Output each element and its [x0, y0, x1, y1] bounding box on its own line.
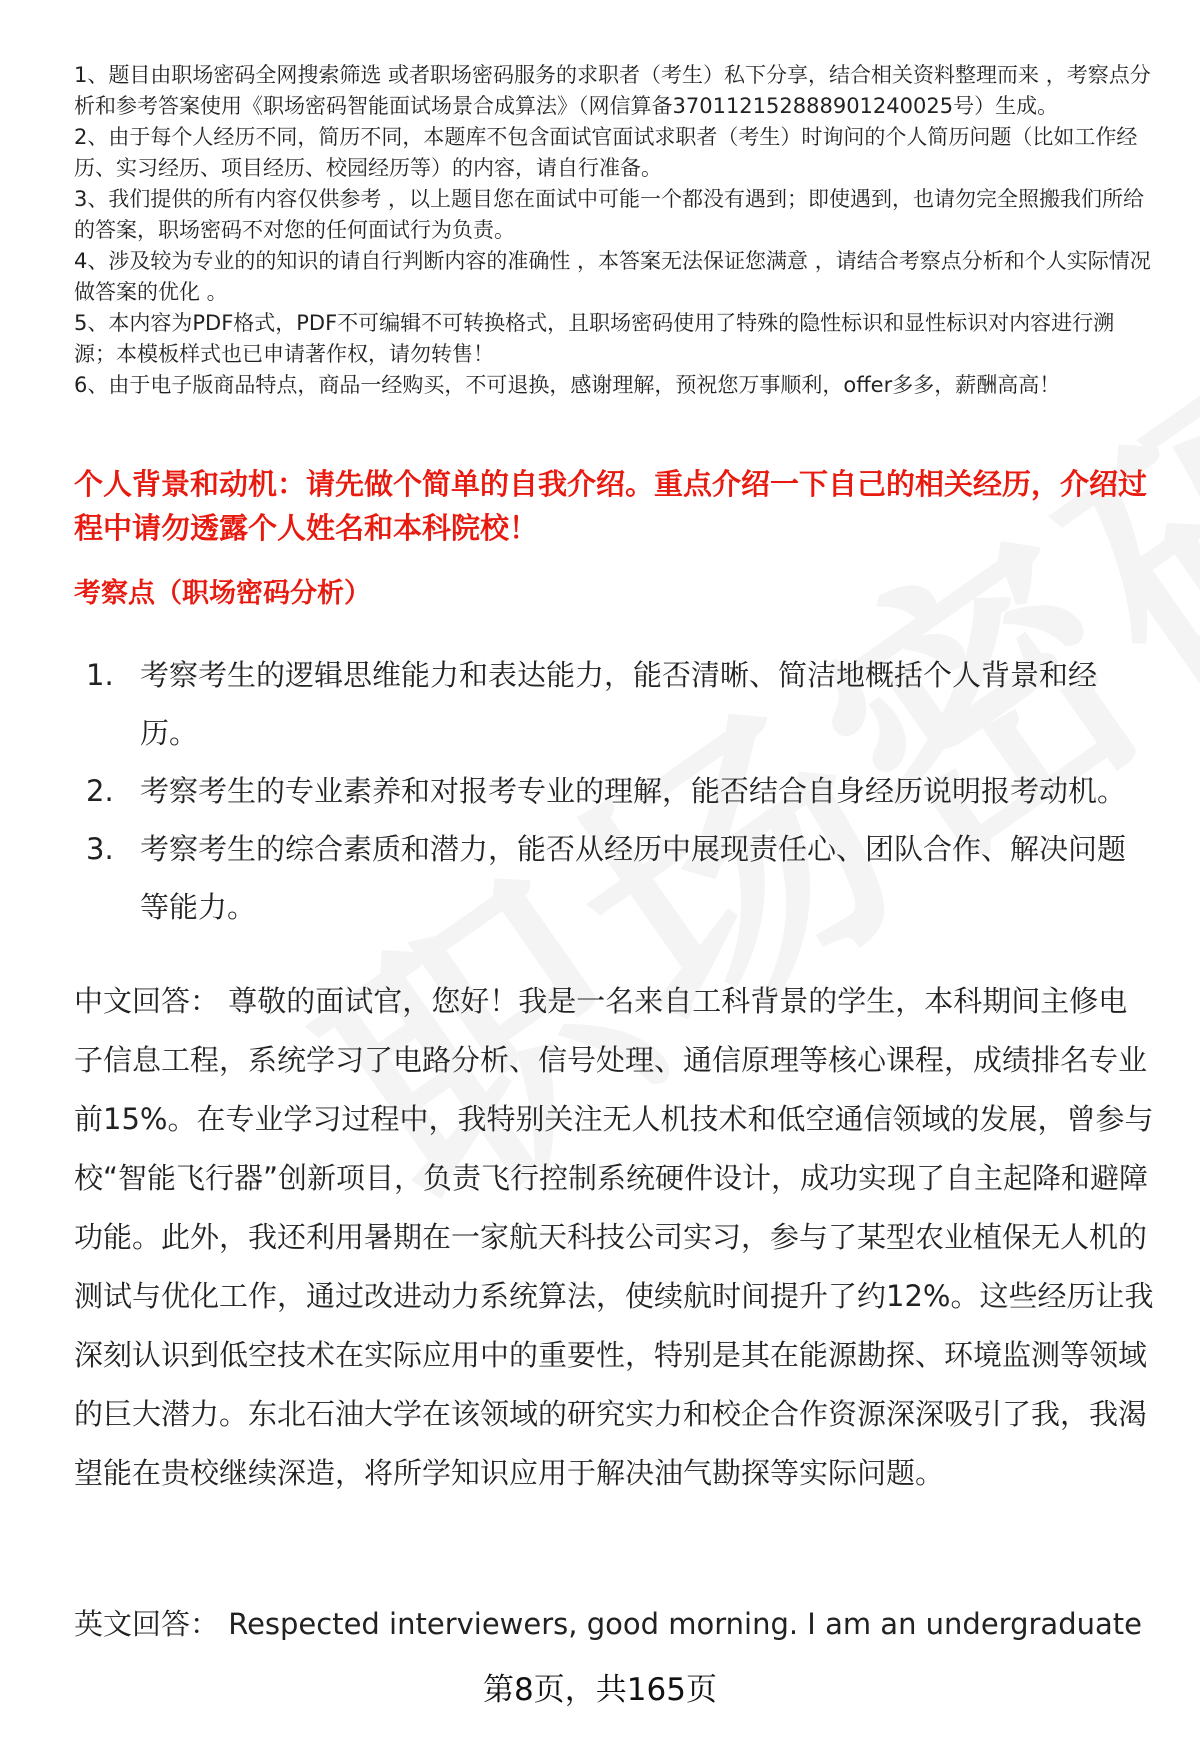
page-number: 第8页，共165页 — [483, 1672, 717, 1708]
chinese-answer: 中文回答： 尊敬的面试官，您好！我是一名来自工科背景的学生，本科期间主修电子信息工程，系统学习了电路分析、信号处理、通信原理等核心课程，成绩排名专业前15%。在专业学习过程中，我特别关注无人机技术和低空通信领域的发展，曾参与校“智能飞行器”创新项目，负责飞行控制系统硬件设计，成功实现了自主起降和避障功能。此外，我还利用暑期在一家航天科技公司实习，参与了某型农业植保无人机的测试与优化工作，通过改进动力系统算法，使续航时间提升了约12%。这些经历让我深刻认识到低空技术在实际应用中的重要性，特别是其在能源勘探、环境监测等领域的巨大潜力。东北石油大学在该领域的研究实力和校企合作资源深深吸引了我，我渴望能在贵校继续深造，将所学知识应用于解决油气勘探等实际问题。 — [74, 984, 1154, 1490]
disclaimer-item-3: 3、我们提供的所有内容仅供参考 ，以上题目您在面试中可能一个都没有遇到；即使遇到，也请勿完全照搬我们所给的答案，职场密码不对您的任何面试行为负责。 — [74, 187, 1145, 242]
analysis-point-number: 3. — [86, 832, 114, 866]
disclaimer-item-4: 4、涉及较为专业的的知识的请自行判断内容的准确性 ，本答案无法保证您满意 ，请结合考察点分析和个人实际情况做答案的优化 。 — [74, 249, 1151, 304]
analysis-point-text: 考察考生的综合素质和潜力，能否从经历中展现责任心、团队合作、解决问题等能力。 — [140, 832, 1127, 924]
analysis-point-number: 2. — [86, 774, 114, 808]
analysis-heading: 考察点（职场密码分析） — [74, 578, 371, 609]
disclaimer-item-2: 2、由于每个人经历不同，简历不同，本题库不包含面试官面试求职者（考生）时询问的个人简历问题（比如工作经历、实习经历、项目经历、校园经历等）的内容，请自行准备。 — [74, 125, 1138, 180]
analysis-point-number: 1. — [86, 658, 114, 692]
analysis-point — [74, 820, 1154, 936]
disclaimer-item-5: 5、本内容为PDF格式，PDF不可编辑不可转换格式，且职场密码使用了特殊的隐性标识和显性标识对内容进行溯源；本模板样式也已申请著作权，请勿转售！ — [74, 311, 1115, 366]
disclaimer-item-1: 1、题目由职场密码全网搜索筛选 或者职场密码服务的求职者（考生）私下分享，结合相关资料整理而来 ，考察点分析和参考答案使用《职场密码智能面试场景合成算法》（网信算备370112152888901240025号）生成。 — [74, 63, 1151, 118]
analysis-point-text: 考察考生的逻辑思维能力和表达能力，能否清晰、简洁地概括个人背景和经历。 — [140, 658, 1098, 750]
disclaimer-block — [74, 60, 1154, 401]
analysis-list — [74, 646, 1154, 936]
question-title: 个人背景和动机：请先做个简单的自我介绍。重点介绍一下自己的相关经历，介绍过程中请勿透露个人姓名和本科院校！ — [74, 467, 1148, 545]
analysis-point — [74, 646, 1154, 762]
analysis-point-text: 考察考生的专业素养和对报考专业的理解，能否结合自身经历说明报考动机。 — [140, 774, 1127, 808]
english-answer: 英文回答： Respected interviewers, good morning. I am an undergraduate — [74, 1607, 1142, 1641]
analysis-point — [74, 762, 1154, 820]
disclaimer-item-6: 6、由于电子版商品特点，商品一经购买，不可退换，感谢理解，预祝您万事顺利，offer多多，薪酬高高！ — [74, 373, 1061, 397]
